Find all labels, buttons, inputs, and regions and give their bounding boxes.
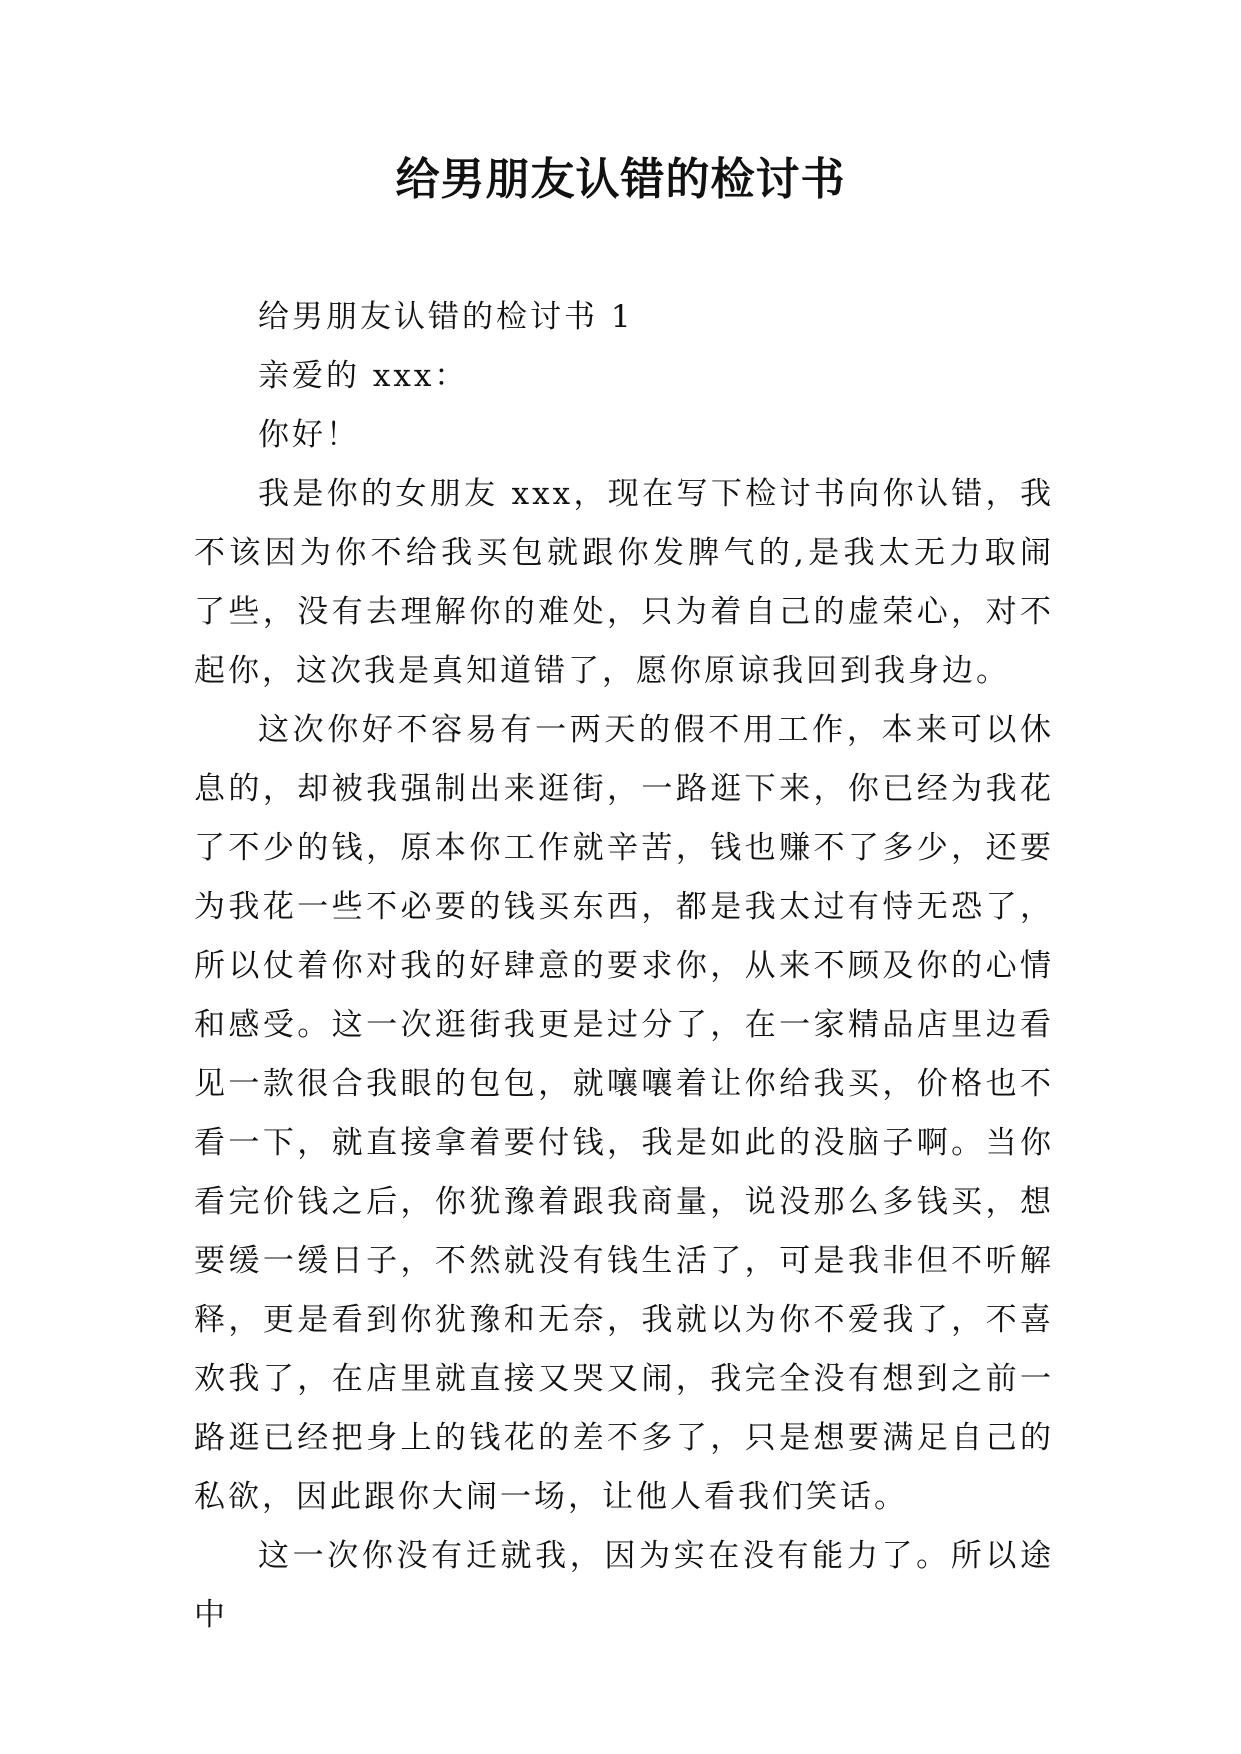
salutation: 亲爱的 xxx： (258, 358, 469, 394)
body-paragraph: 这次你好不容易有一两天的假不用工作，本来可以休息的，却被我强制出来逛街，一路逛下来，你已经为我花了不少的钱，原本你工作就辛苦，钱也赚不了多少，还要为我花一些不必要的钱买东西，都是我太过有恃无恐了，所以仗着你对我的好肆意的要求你，从来不顾及你的心情和感受。这一次逛街我更是过分了，在一家精品店里边看见一款很合我眼的包包，就嚷嚷着让你给我买，价格也不看一下，就直接拿着要付钱，我是如此的没脑子啊。当你看完价钱之后，你犹豫着跟我商量，说没那么多钱买，想要缓一缓日子，不然就没有钱生活了，可是我非但不听解释，更是看到你犹豫和无奈，我就以为你不爱我了，不喜欢我了，在店里就直接又哭又闹，我完全没有想到之前一路逛已经把身上的钱花的差不多了，只是想要满足自己的私欲，因此跟你大闹一场，让他人看我们笑话。 (194, 712, 1054, 1515)
body-paragraph: 这一次你没有迁就我，因为实在没有能力了。所以途中 (194, 1538, 1054, 1633)
body-paragraph: 我是你的女朋友 xxx，现在写下检讨书向你认错，我不该因为你不给我买包就跟你发脾气的,是我太无力取闹了些，没有去理解你的难处，只为着自己的虚荣心，对不起你，这次我是真知道错了，愿你原谅我回到我身边。 (194, 476, 1054, 689)
document-title: 给男朋友认错的检讨书 (395, 154, 846, 205)
section-heading: 给男朋友认错的检讨书 1 (258, 299, 634, 335)
document-body (194, 288, 1054, 1645)
greeting: 你好！ (258, 417, 360, 453)
